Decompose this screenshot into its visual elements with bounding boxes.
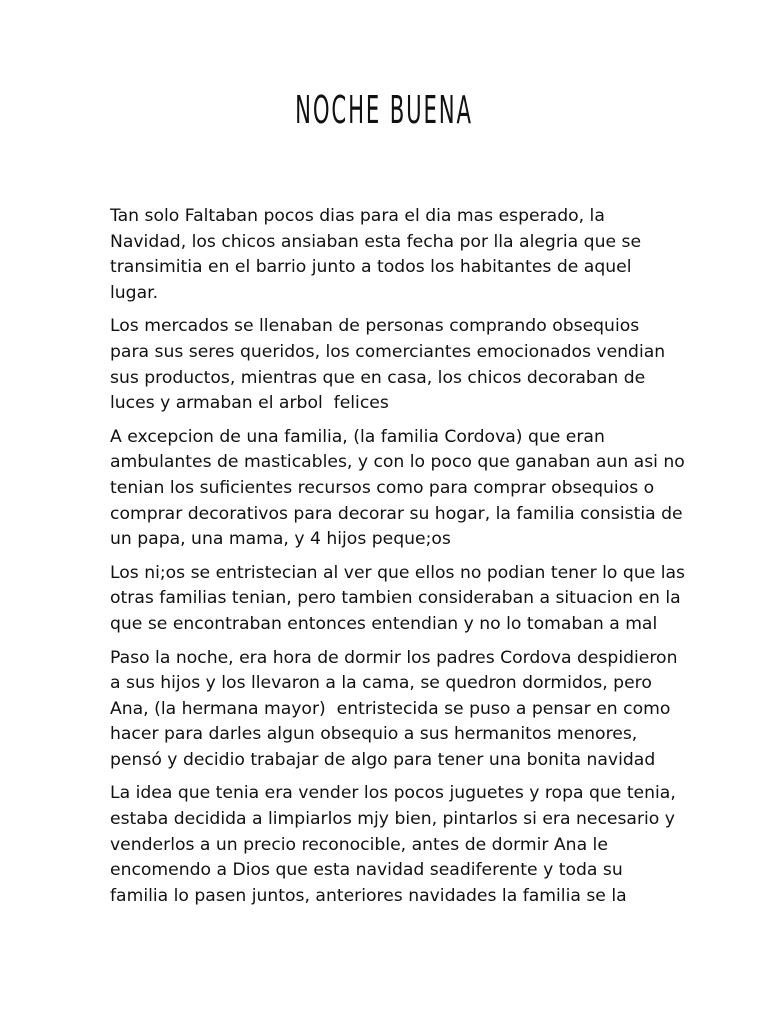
text-line: luces y armaban el arbol felices bbox=[110, 393, 389, 414]
text-line: Los mercados se llenaban de personas comprando obsequios bbox=[110, 316, 640, 337]
page-title: NOCHE BUENA bbox=[295, 88, 473, 132]
text-line: familia lo pasen juntos, anteriores navidades la familia se la bbox=[110, 885, 627, 906]
text-line: Ana, (la hermana mayor) entristecida se puso a pensar en como bbox=[110, 698, 671, 719]
text-line: pensó y decidio trabajar de algo para tener una bonita navidad bbox=[110, 749, 656, 770]
paragraph-6 bbox=[110, 781, 676, 909]
text-line: tenian los suficientes recursos como para comprar obsequios o bbox=[110, 477, 655, 498]
paragraph-4 bbox=[110, 561, 686, 638]
text-line: que se encontraban entonces entendian y no lo tomaban a mal bbox=[110, 613, 658, 634]
paragraph-5 bbox=[110, 646, 678, 774]
text-line: A excepcion de una familia, (la familia Cordova) que eran bbox=[110, 426, 605, 447]
text-line: estaba decidida a limpiarlos mjy bien, pintarlos si era necesario y bbox=[110, 809, 675, 830]
text-line: hacer para darles algun obsequio a sus hermanitos menores, bbox=[110, 724, 638, 745]
paragraph-3 bbox=[110, 425, 685, 553]
text-line: Tan solo Faltaban pocos dias para el dia mas esperado, la bbox=[110, 206, 605, 226]
text-line: ambulantes de masticables, y con lo poco que ganaban aun asi no bbox=[110, 452, 685, 473]
text-line: Navidad, los chicos ansiaban esta fecha por lla alegria que se bbox=[110, 231, 642, 252]
text-line: un papa, una mama, y 4 hijos peque;os bbox=[110, 529, 451, 550]
text-line: sus productos, mientras que en casa, los chicos decoraban de bbox=[110, 367, 646, 388]
text-line: Los ni;os se entristecian al ver que ellos no podian tener lo que las bbox=[110, 562, 686, 583]
document-body bbox=[110, 204, 686, 917]
text-line: lugar. bbox=[110, 282, 159, 303]
text-line: otras familias tenian, pero tambien consideraban a situacion en la bbox=[110, 588, 681, 609]
text-line: para sus seres queridos, los comerciantes emocionados vendian bbox=[110, 341, 666, 362]
paragraph-2 bbox=[110, 314, 670, 416]
text-line: La idea que tenia era vender los pocos juguetes y ropa que tenia, bbox=[110, 783, 676, 804]
text-line: encomendo a Dios que esta navidad seadiferente y toda su bbox=[110, 860, 623, 881]
paragraph-1 bbox=[110, 204, 670, 306]
text-line: a sus hijos y los llevaron a la cama, se quedron dormidos, pero bbox=[110, 673, 652, 694]
text-line: transimitia en el barrio junto a todos los habitantes de aquel bbox=[110, 257, 632, 278]
text-line: venderlos a un precio reconocible, antes de dormir Ana le bbox=[110, 834, 608, 855]
text-line: comprar decorativos para decorar su hogar, la familia consistia de bbox=[110, 503, 683, 524]
text-line: Paso la noche, era hora de dormir los padres Cordova despidieron bbox=[110, 647, 678, 668]
